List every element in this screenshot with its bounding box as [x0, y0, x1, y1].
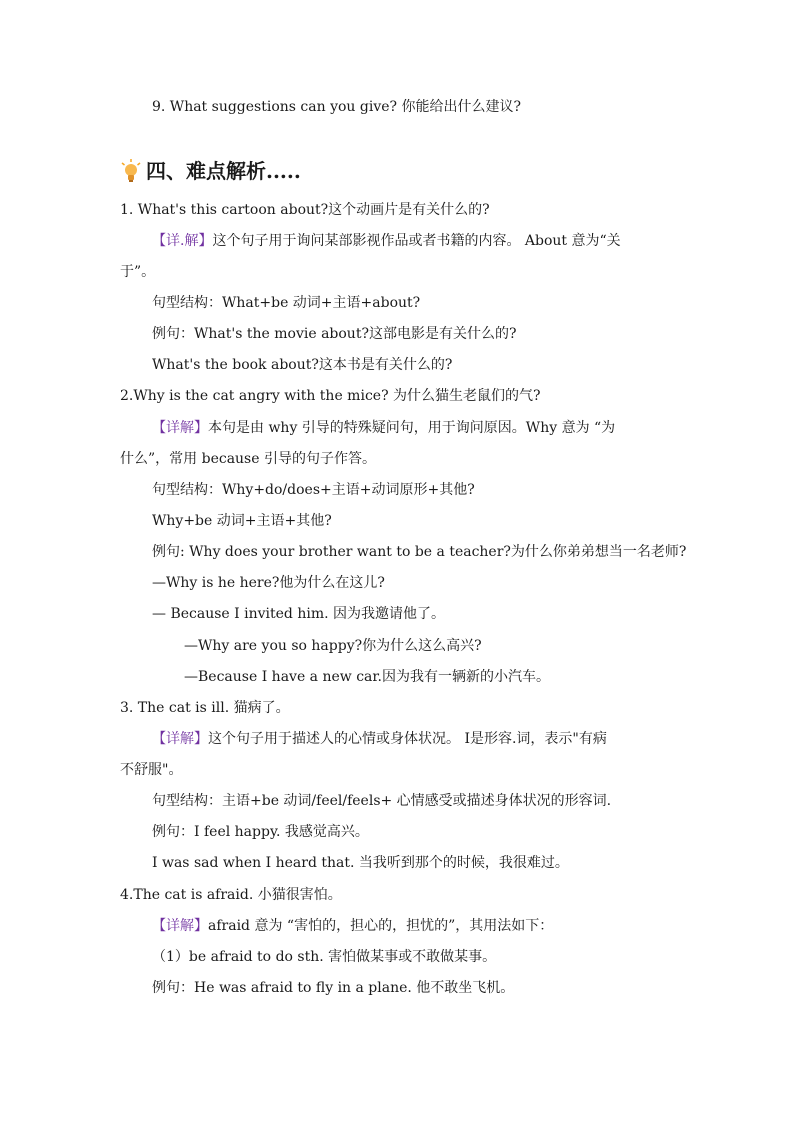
s1-example-2: What's the book about?这本书是有关什么的?: [152, 357, 453, 373]
s2-example-3: — Because I invited him. 因为我邀请他了。: [152, 606, 446, 622]
s2-detail-line-2: 什么”，常用 because 引导的句子作答。: [120, 451, 376, 467]
s2-title: 2.Why is the cat angry with the mice? 为什么猫生老鼠们的气?: [120, 388, 541, 404]
s1-detail-line-2: 于”。: [120, 264, 156, 280]
s4-detail-1: afraid 意为 “害怕的，担心的，担忧的”，其用法如下：: [208, 918, 554, 934]
s3-example-2: I was sad when I heard that. 当我听到那个的时候，我很难过。: [152, 855, 569, 871]
s2-pattern-2: Why+be 动词+主语+其他?: [152, 513, 332, 529]
s1-detail-line-1: [152, 231, 621, 251]
section-heading: [120, 157, 301, 185]
heading-text: 四、难点解析.....: [146, 159, 301, 183]
s4-detail-line-1: [152, 916, 553, 936]
s2-example-1: 例句: Why does your brother want to be a teacher?为什么你弟弟想当一名老师?: [152, 544, 687, 560]
s2-example-2: —Why is he here?他为什么在这儿?: [152, 575, 385, 591]
s1-pattern: 句型结构：What+be 动词+主语+about?: [152, 295, 421, 311]
s3-pattern: 句型结构：主语+be 动词/feel/feels+ 心情感受或描述身体状况的形容词.: [152, 793, 612, 809]
s3-detail-line-2: 不舒服"。: [120, 762, 183, 778]
s1-detail-1: 这个句子用于询问某部影视作品或者书籍的内容。 About 意为“关: [212, 233, 621, 249]
s2-example-5: —Because I have a new car.因为我有一辆新的小汽车。: [184, 669, 551, 685]
s4-usage-1: （1）be afraid to do sth. 害怕做某事或不敢做某事。: [152, 949, 497, 965]
detail-tag: 【详解】: [152, 420, 208, 436]
s3-title: 3. The cat is ill. 猫病了。: [120, 700, 290, 716]
s3-example-1: 例句：I feel happy. 我感觉高兴。: [152, 824, 369, 840]
s1-example-1: 例句：What's the movie about?这部电影是有关什么的?: [152, 326, 517, 342]
s1-title: 1. What's this cartoon about?这个动画片是有关什么的?: [120, 202, 490, 218]
s3-detail-line-1: [152, 729, 607, 749]
s2-detail-line-1: [152, 418, 615, 438]
s2-detail-1: 本句是由 why 引导的特殊疑问句，用于询问原因。Why 意为 “为: [208, 420, 616, 436]
item-9: 9. What suggestions can you give? 你能给出什么建议?: [152, 99, 521, 115]
s4-example-1: 例句：He was afraid to fly in a plane. 他不敢坐飞机。: [152, 980, 515, 996]
detail-tag: 【详.解】: [152, 233, 213, 249]
detail-tag: 【详解】: [152, 731, 208, 747]
s2-example-4: —Why are you so happy?你为什么这么高兴?: [184, 638, 482, 654]
lightbulb-icon: [120, 159, 142, 183]
s4-title: 4.The cat is afraid. 小猫很害怕。: [120, 887, 342, 903]
s3-detail-1: 这个句子用于描述人的心情或身体状况。 I是形容.词，表示"有病: [208, 731, 607, 747]
detail-tag: 【详解】: [152, 918, 208, 934]
s2-pattern-1: 句型结构：Why+do/does+主语+动词原形+其他?: [152, 482, 475, 498]
